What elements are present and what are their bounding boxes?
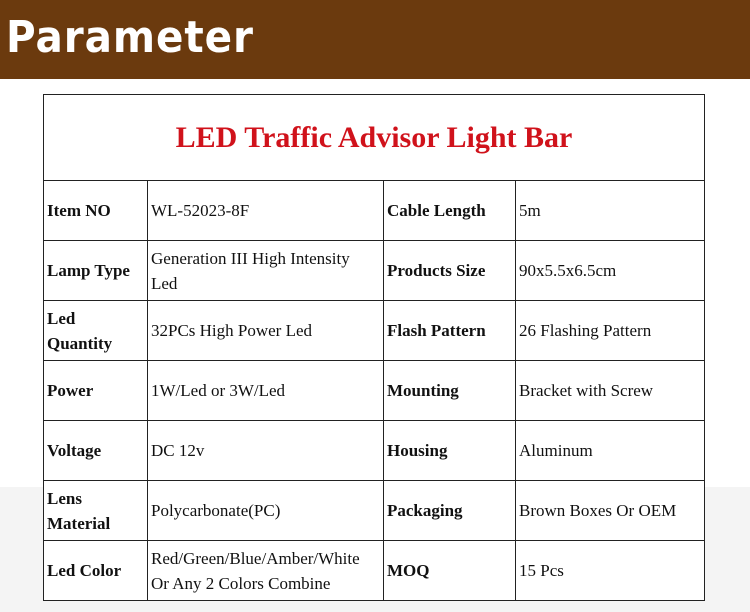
value-led-color: Red/Green/Blue/Amber/White Or Any 2 Colors Combine: [148, 541, 384, 601]
spec-table: [43, 94, 705, 601]
value-item-no: WL-52023-8F: [148, 181, 384, 241]
value-power: 1W/Led or 3W/Led: [148, 361, 384, 421]
label-housing: Housing: [384, 421, 516, 481]
label-cable-length: Cable Length: [384, 181, 516, 241]
table-row: [44, 241, 705, 301]
header-title: Parameter: [6, 12, 254, 63]
value-housing: Aluminum: [516, 421, 705, 481]
label-packaging: Packaging: [384, 481, 516, 541]
value-products-size: 90x5.5x6.5cm: [516, 241, 705, 301]
value-voltage: DC 12v: [148, 421, 384, 481]
label-lamp-type: Lamp Type: [44, 241, 148, 301]
table-row: [44, 361, 705, 421]
value-moq: 15 Pcs: [516, 541, 705, 601]
label-mounting: Mounting: [384, 361, 516, 421]
label-lens-material: Lens Material: [44, 481, 148, 541]
table-row: [44, 181, 705, 241]
table-row: [44, 421, 705, 481]
table-row: [44, 541, 705, 601]
label-products-size: Products Size: [384, 241, 516, 301]
table-row: [44, 481, 705, 541]
label-led-color: Led Color: [44, 541, 148, 601]
label-led-quantity: Led Quantity: [44, 301, 148, 361]
value-lamp-type: Generation III High Intensity Led: [148, 241, 384, 301]
value-cable-length: 5m: [516, 181, 705, 241]
value-mounting: Bracket with Screw: [516, 361, 705, 421]
label-voltage: Voltage: [44, 421, 148, 481]
value-flash-pattern: 26 Flashing Pattern: [516, 301, 705, 361]
label-item-no: Item NO: [44, 181, 148, 241]
header-banner: [0, 0, 750, 79]
table-title: LED Traffic Advisor Light Bar: [44, 95, 705, 181]
label-flash-pattern: Flash Pattern: [384, 301, 516, 361]
value-lens-material: Polycarbonate(PC): [148, 481, 384, 541]
label-moq: MOQ: [384, 541, 516, 601]
value-packaging: Brown Boxes Or OEM: [516, 481, 705, 541]
label-power: Power: [44, 361, 148, 421]
value-led-quantity: 32PCs High Power Led: [148, 301, 384, 361]
table-row: [44, 301, 705, 361]
